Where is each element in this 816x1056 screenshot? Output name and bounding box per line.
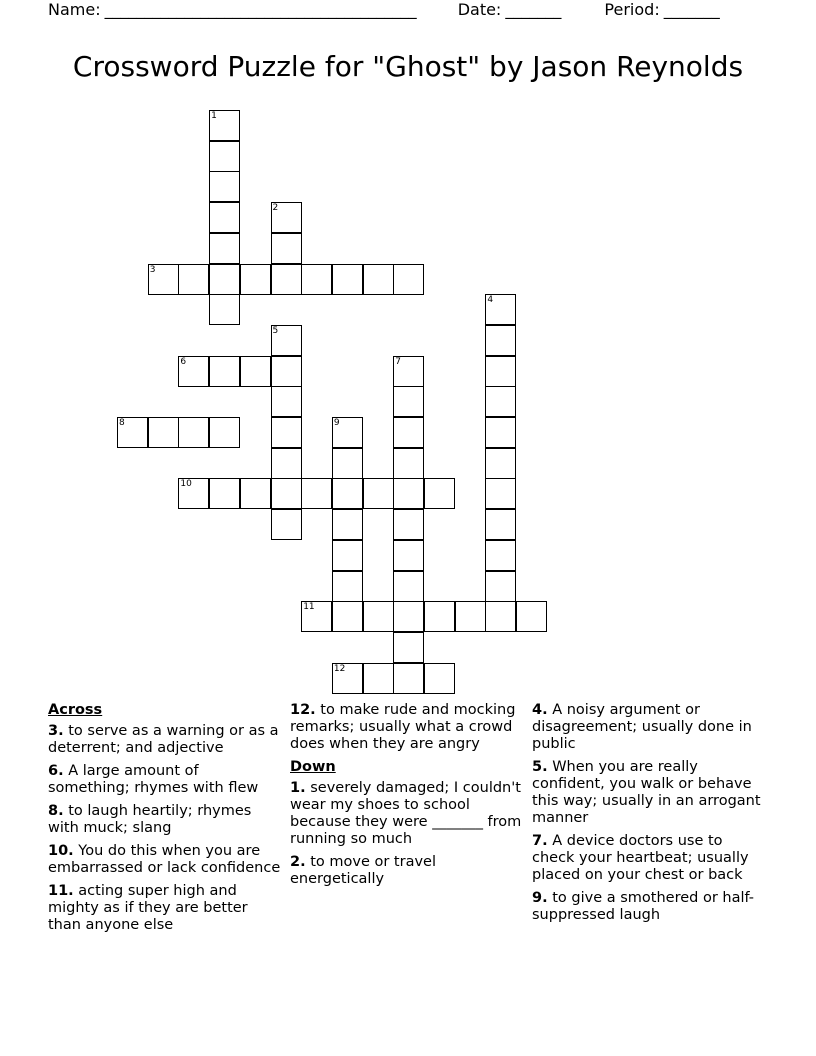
grid-cell[interactable] [271, 417, 302, 448]
grid-cell[interactable] [271, 325, 302, 356]
clue-number-label: 4 [487, 295, 494, 306]
clue-number: 1. [290, 780, 306, 796]
grid-cell[interactable] [393, 356, 424, 387]
grid-cell[interactable] [332, 540, 363, 571]
clue-text: to move or travel energetically [290, 854, 436, 887]
clue-down-5 [532, 759, 768, 827]
grid-cell[interactable] [240, 264, 271, 295]
grid-cell[interactable] [485, 356, 516, 387]
clue-down-2 [290, 854, 526, 888]
grid-cell[interactable] [485, 540, 516, 571]
grid-cell[interactable] [332, 478, 363, 509]
clue-down-9 [532, 890, 768, 924]
grid-cell[interactable] [393, 448, 424, 479]
grid-cell[interactable] [178, 264, 209, 295]
clue-number-label: 7 [395, 356, 402, 367]
clues-column-1 [48, 702, 284, 940]
period-field[interactable]: _______ [663, 0, 720, 19]
clue-text: A device doctors use to check your heartbeat; usually placed on your chest or back [532, 833, 749, 883]
clue-across-8 [48, 803, 284, 837]
grid-cell[interactable] [363, 601, 394, 632]
period-label: Period: [604, 0, 660, 19]
clue-text: severely damaged; I couldn't wear my shoes to school because they were _______ from running so much [290, 780, 522, 847]
clue-number: 8. [48, 803, 64, 819]
grid-cell[interactable] [393, 571, 424, 602]
clue-number: 7. [532, 833, 548, 849]
grid-cell[interactable] [516, 601, 547, 632]
clue-text: to give a smothered or half-suppressed laugh [532, 890, 755, 923]
clue-number: 2. [290, 854, 306, 870]
grid-cell[interactable] [240, 356, 271, 387]
date-field[interactable]: _______ [505, 0, 562, 19]
grid-cell[interactable] [485, 294, 516, 325]
clue-text: to laugh heartily; rhymes with muck; slang [48, 803, 252, 836]
grid-cell[interactable] [455, 601, 486, 632]
clue-number-label: 10 [180, 479, 192, 490]
grid-cell[interactable] [485, 448, 516, 479]
grid-cell[interactable] [148, 264, 179, 295]
clue-across-6 [48, 763, 284, 797]
clue-text: to make rude and mocking remarks; usually what a crowd does when they are angry [290, 702, 516, 752]
grid-cell[interactable] [301, 478, 332, 509]
grid-cell[interactable] [148, 417, 179, 448]
grid-cell[interactable] [271, 356, 302, 387]
clue-text: A large amount of something; rhymes with flew [48, 763, 259, 796]
grid-cell[interactable] [485, 509, 516, 540]
clue-text: You do this when you are embarrassed or lack confidence [48, 843, 281, 876]
grid-cell[interactable] [393, 478, 424, 509]
grid-cell[interactable] [332, 663, 363, 694]
grid-cell[interactable] [178, 356, 209, 387]
clue-number-label: 12 [333, 663, 346, 674]
grid-cell[interactable] [209, 356, 240, 387]
grid-cell[interactable] [209, 110, 240, 141]
grid-cell[interactable] [209, 202, 240, 233]
clue-number: 12. [290, 702, 316, 718]
clues-column-3 [532, 702, 768, 930]
clue-number: 3. [48, 723, 64, 739]
grid-cell[interactable] [393, 417, 424, 448]
clue-number: 6. [48, 763, 64, 779]
clue-down-4 [532, 702, 768, 753]
clue-across-10 [48, 843, 284, 877]
across-heading: Across [48, 702, 103, 718]
grid-cell[interactable] [363, 663, 394, 694]
grid-cell[interactable] [485, 417, 516, 448]
grid-cell[interactable] [393, 540, 424, 571]
grid-cell[interactable] [301, 601, 332, 632]
grid-cell[interactable] [301, 264, 332, 295]
grid-cell[interactable] [117, 417, 148, 448]
grid-cell[interactable] [332, 448, 363, 479]
grid-cell[interactable] [271, 478, 302, 509]
grid-cell[interactable] [271, 233, 302, 264]
grid-cell[interactable] [332, 509, 363, 540]
grid-cell[interactable] [209, 264, 240, 295]
grid-cell[interactable] [393, 509, 424, 540]
grid-cell[interactable] [332, 417, 363, 448]
grid-cell[interactable] [209, 171, 240, 202]
clue-number-label: 9 [333, 418, 340, 428]
grid-cell[interactable] [393, 386, 424, 417]
grid-cell[interactable] [209, 294, 240, 325]
grid-cell[interactable] [209, 233, 240, 264]
clue-text: to serve as a warning or as a deterrent; and adjective [48, 723, 279, 756]
grid-cell[interactable] [424, 478, 455, 509]
grid-cell[interactable] [209, 141, 240, 172]
grid-cell[interactable] [393, 632, 424, 663]
grid-cell[interactable] [485, 601, 516, 632]
grid-cell[interactable] [363, 478, 394, 509]
clue-down-7 [532, 833, 768, 884]
grid-cell[interactable] [332, 601, 363, 632]
grid-cell[interactable] [424, 601, 455, 632]
clue-number-label: 8 [119, 418, 125, 428]
grid-cell[interactable] [271, 448, 302, 479]
grid-cell[interactable] [240, 478, 271, 509]
grid-cell[interactable] [271, 386, 302, 417]
clue-number-label: 6 [180, 356, 187, 367]
clue-across-12 [290, 702, 526, 753]
clue-number: 5. [532, 759, 548, 775]
clue-number-label: 5 [272, 325, 279, 336]
grid-cell[interactable] [393, 264, 424, 295]
grid-cell[interactable] [209, 478, 240, 509]
clue-across-11 [48, 883, 284, 934]
grid-cell[interactable] [485, 325, 516, 356]
clue-text: A noisy argument or disagreement; usually done in public [532, 702, 752, 752]
grid-cell[interactable] [271, 509, 302, 540]
grid-cell[interactable] [178, 417, 209, 448]
grid-cell[interactable] [485, 386, 516, 417]
grid-cell[interactable] [209, 417, 240, 448]
clue-number-label: 2 [272, 203, 279, 214]
grid-cell[interactable] [363, 264, 394, 295]
clue-text: acting super high and mighty as if they are better than anyone else [48, 883, 248, 933]
grid-cell[interactable] [485, 571, 516, 602]
clue-across-3 [48, 723, 284, 757]
grid-cell[interactable] [393, 663, 424, 694]
date-label: Date: [457, 0, 502, 19]
clue-number: 10. [48, 843, 74, 859]
grid-cell[interactable] [424, 663, 455, 694]
name-field[interactable]: _______________________________________ [104, 0, 417, 19]
clue-number-label: 3 [149, 264, 156, 275]
clue-number: 4. [532, 702, 548, 718]
grid-cell[interactable] [332, 264, 363, 295]
clues-column-2 [290, 702, 526, 894]
grid-cell[interactable] [271, 264, 302, 295]
grid-cell[interactable] [393, 601, 424, 632]
clue-text: When you are really confident, you walk or behave this way; usually in an arrogant manner [532, 759, 761, 826]
grid-cell[interactable] [332, 571, 363, 602]
down-heading: Down [290, 759, 336, 775]
grid-cell[interactable] [271, 202, 302, 233]
grid-cell[interactable] [178, 478, 209, 509]
clue-down-1 [290, 780, 526, 848]
grid-cell[interactable] [485, 478, 516, 509]
clue-number-label: 11 [303, 602, 315, 613]
page-title: Crossword Puzzle for "Ghost" by Jason Reynolds [72, 50, 744, 83]
clue-number-label: 1 [211, 111, 217, 121]
name-label: Name: [48, 0, 101, 19]
clue-number: 9. [532, 890, 548, 906]
clue-number: 11. [48, 883, 74, 899]
